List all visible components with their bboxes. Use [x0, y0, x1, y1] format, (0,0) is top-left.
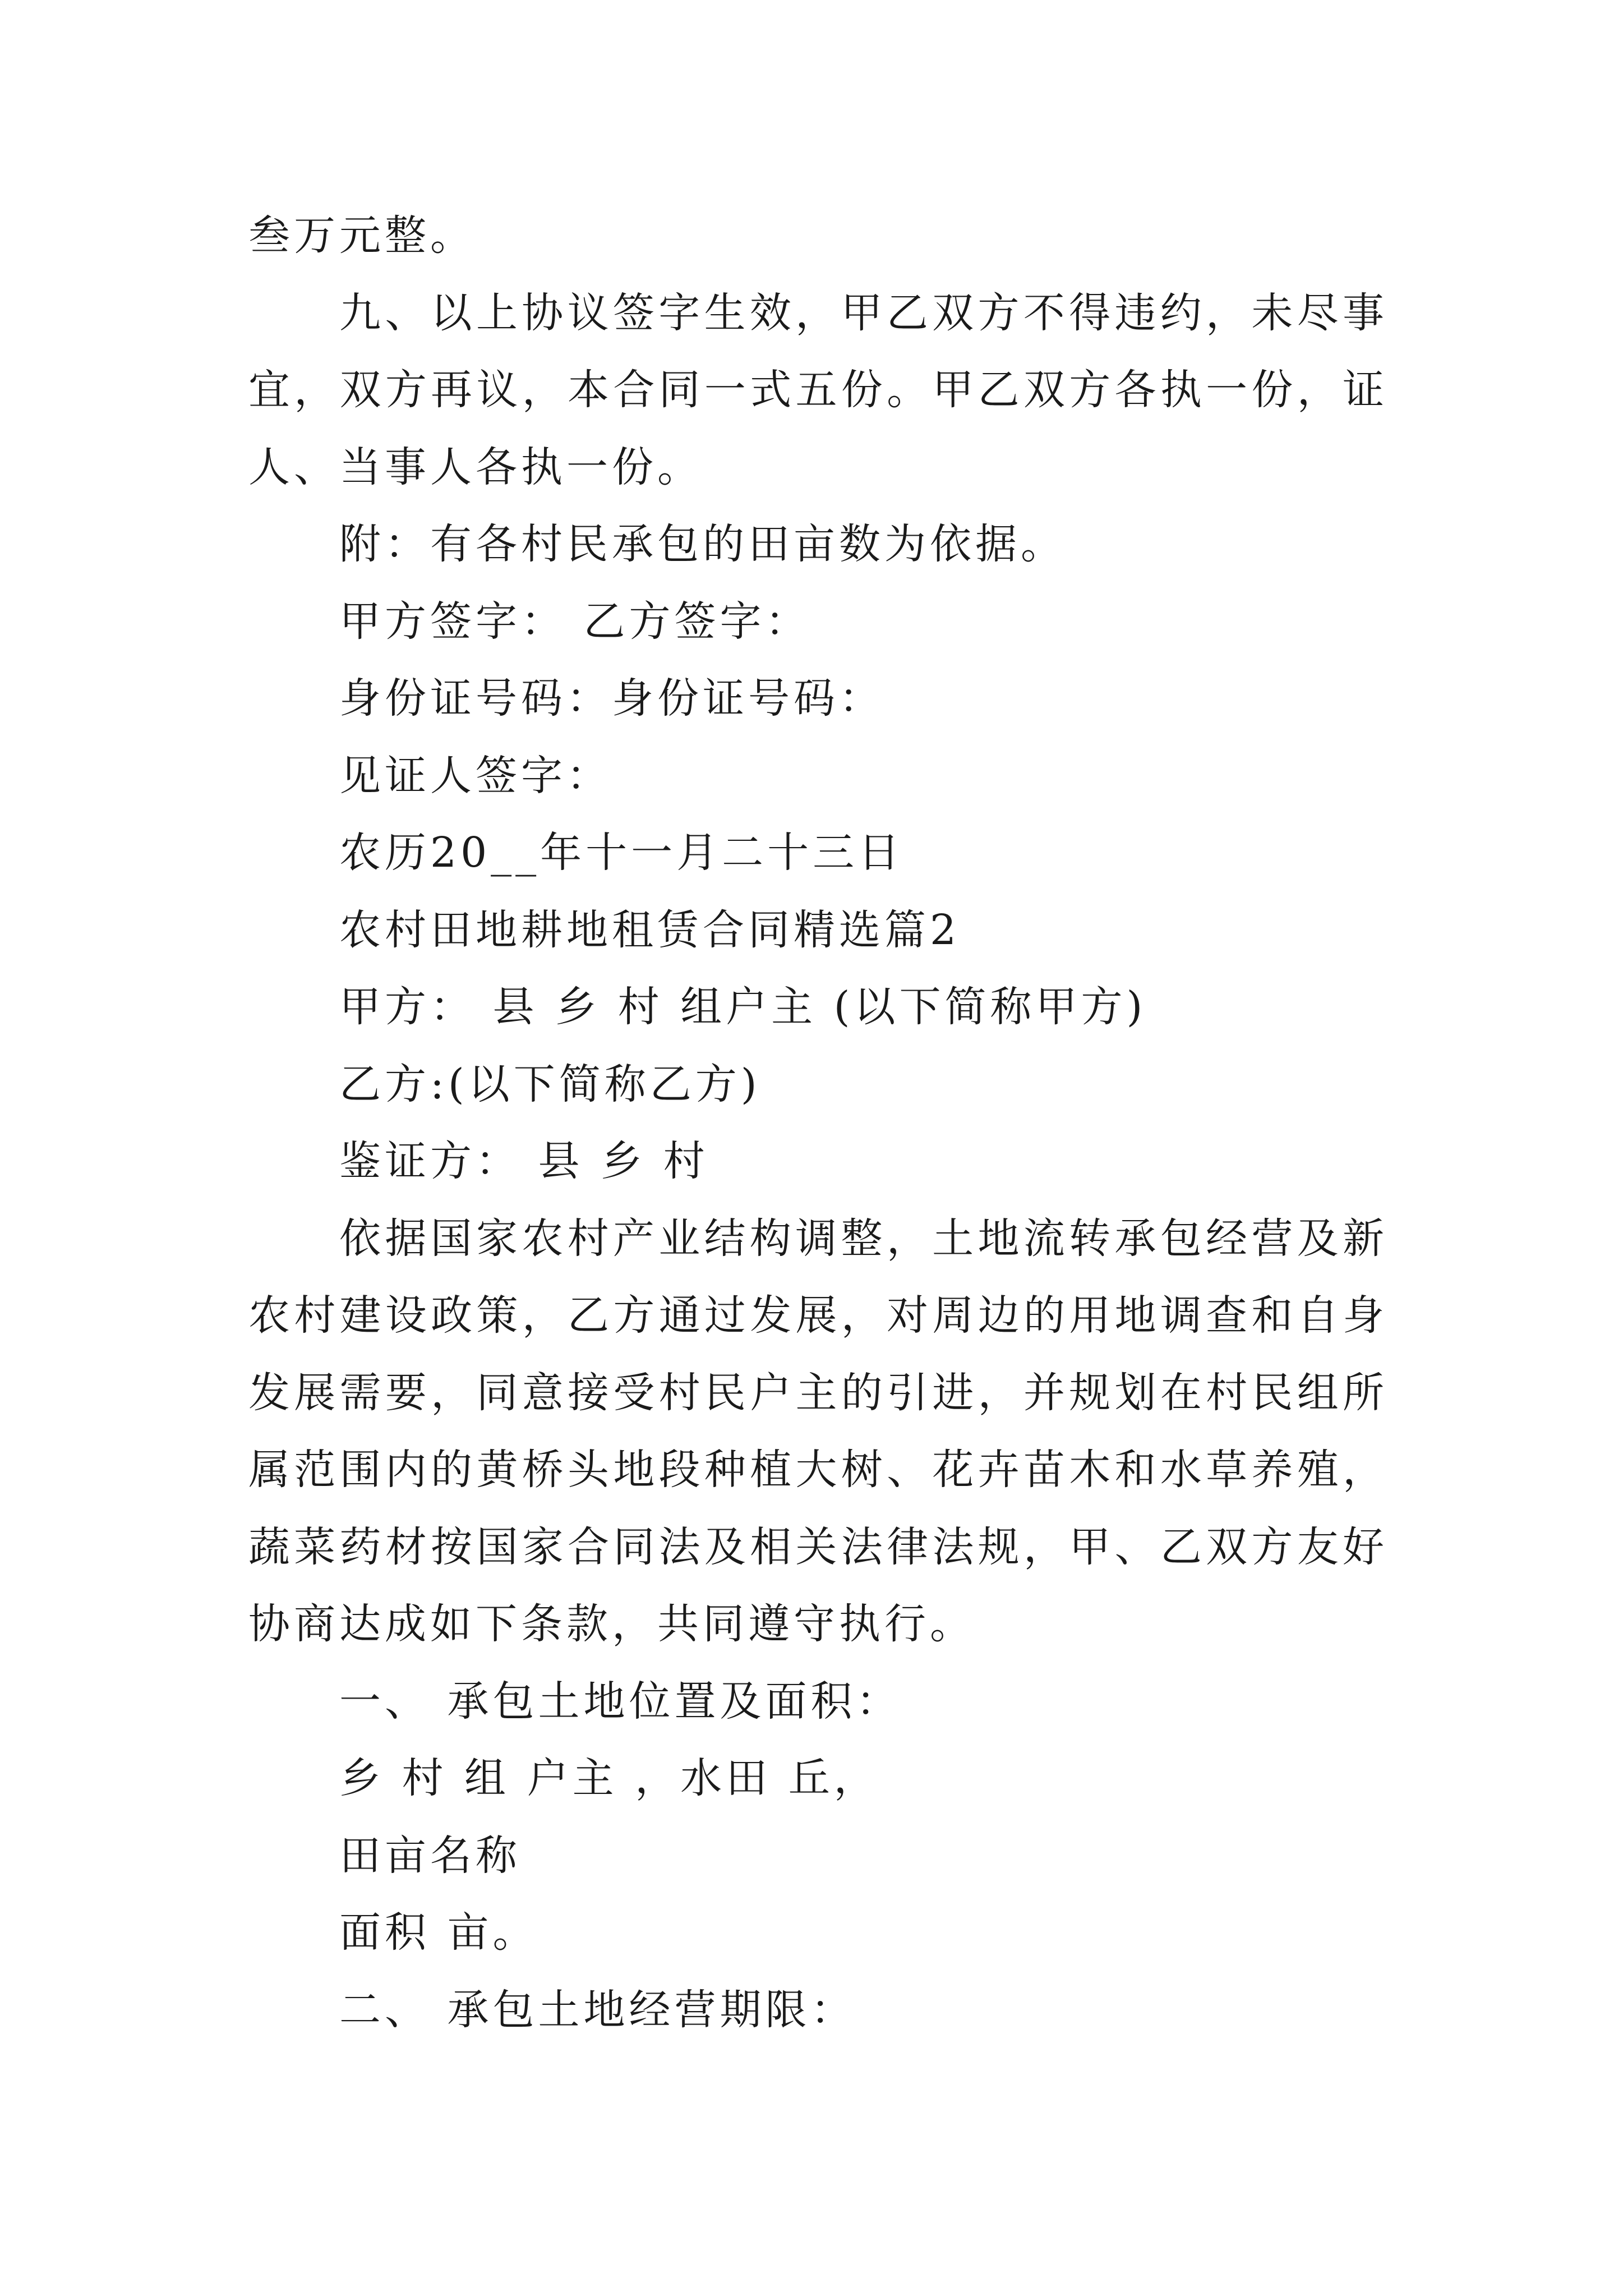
party-b-line: 乙方:(以下简称乙方): [339, 1060, 761, 1108]
section-title: 农村田地耕地租赁合同精选篇2: [339, 905, 961, 954]
witness-signature-line: 见证人签字：: [339, 751, 612, 800]
clause-one-heading: 一、 承包土地位置及面积：: [339, 1677, 902, 1726]
paragraph-appendix: 附：有各村民承包的田亩数为依据。: [339, 520, 1066, 568]
clause-two-heading: 二、 承包土地经营期限：: [339, 1985, 856, 2034]
date-line: 农历20__年十一月二十三日: [339, 829, 904, 877]
document-body: [248, 197, 1388, 2049]
land-location-line: 乡 村 组 户主 ，水田 丘，: [339, 1754, 879, 1802]
party-a-line: 甲方： 县 乡 村 组户主 (以下简称甲方): [339, 983, 1147, 1031]
paragraph-clause-nine: 九、以上协议签字生效，甲乙双方不得违约，未尽事宜，双方再议，本合同一式五份。甲乙双方各执一份，证人、当事人各执一份。: [248, 288, 1388, 491]
paragraph-amount-end: 叁万元整。: [248, 211, 476, 260]
field-name-line: 田亩名称: [339, 1831, 521, 1880]
id-number-line: 身份证号码：身份证号码：: [339, 674, 884, 723]
area-line: 面积 亩。: [339, 1908, 538, 1957]
witness-party-line: 鉴证方： 县 乡 村: [339, 1137, 709, 1185]
paragraph-preamble: 依据国家农村产业结构调整，土地流转承包经营及新农村建设政策，乙方通过发展，对周边的用地调查和自身发展需要，同意接受村民户主的引进，并规划在村民组所属范围内的黄桥头地段种植大树、花卉苗木和水草养殖，蔬菜药材按国家合同法及相关法律法规，甲、乙双方友好协商达成如下条款，共同遵守执行。: [248, 1214, 1388, 1648]
signature-line-parties: 甲方签字： 乙方签字：: [339, 597, 811, 646]
